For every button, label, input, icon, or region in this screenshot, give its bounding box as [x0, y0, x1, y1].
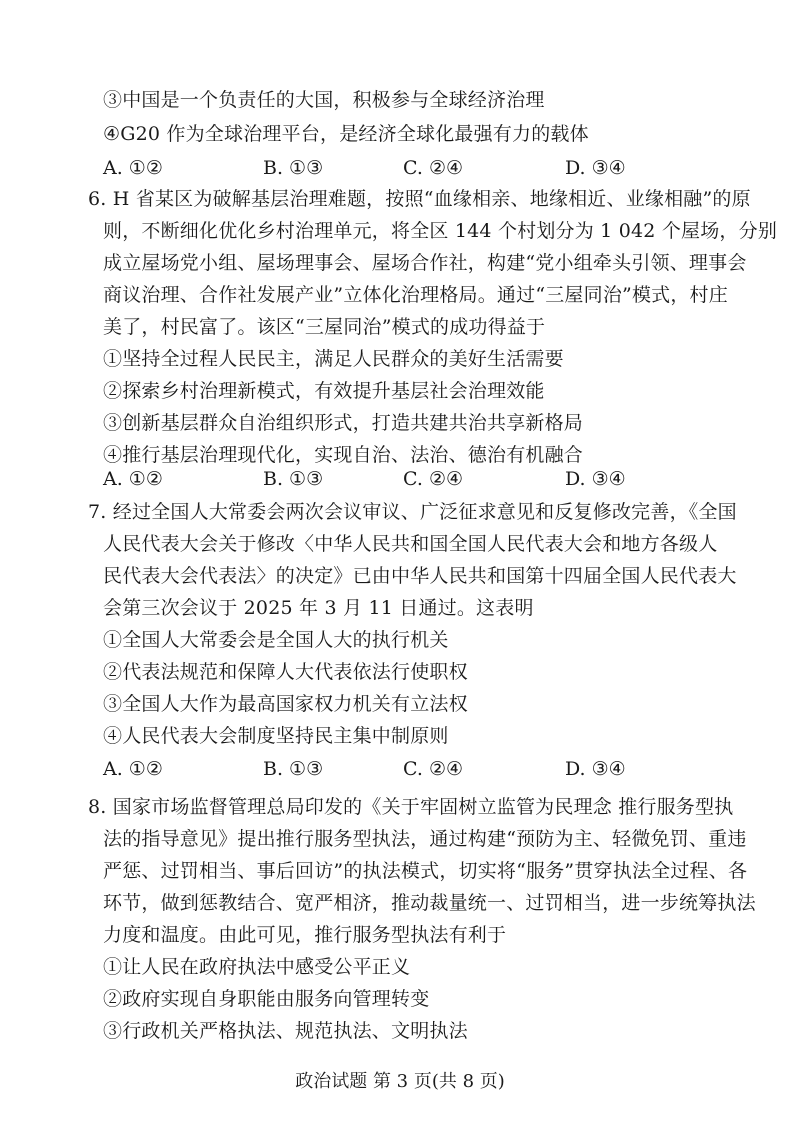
q7-item-3: ③全国人大作为最高国家权力机关有立法权 [103, 693, 468, 715]
q5-item-3: ③中国是一个负责任的大国，积极参与全球经济治理 [103, 89, 545, 111]
q7-stem-line-4: 会第三次会议于 2025 年 3 月 11 日通过。这表明 [103, 597, 534, 619]
q6-stem-line-4: 商议治理、合作社发展产业”立体化治理格局。通过“三屋同治”模式，村庄 [103, 284, 728, 306]
q5-option-c: C. ②④ [403, 157, 464, 179]
q7-option-b: B. ①③ [263, 758, 324, 780]
q8-item-1: ①让人民在政府执法中感受公平正义 [103, 956, 411, 978]
q7-option-a: A. ①② [103, 758, 163, 780]
q7-option-d: D. ③④ [565, 758, 626, 780]
q7-item-2: ②代表法规范和保障人大代表依法行使职权 [103, 661, 468, 683]
page-footer: 政治试题 第 3 页(共 8 页) [295, 1071, 505, 1092]
q8-stem-line-1: 8. 国家市场监督管理总局印发的《关于牢固树立监管为民理念 推行服务型执 [88, 796, 734, 818]
q6-stem-line-5: 美了，村民富了。该区“三屋同治”模式的成功得益于 [103, 316, 546, 338]
q7-option-c: C. ②④ [403, 758, 464, 780]
q5-option-a: A. ①② [103, 157, 163, 179]
q6-stem-line-1: 6. H 省某区为破解基层治理难题，按照“血缘相亲、地缘相近、业缘相融”的原 [88, 188, 751, 210]
q6-item-1: ①坚持全过程人民民主，满足人民群众的美好生活需要 [103, 348, 564, 370]
q6-option-d: D. ③④ [565, 468, 626, 490]
q6-option-b: B. ①③ [263, 468, 324, 490]
q5-option-d: D. ③④ [565, 157, 626, 179]
q8-item-3: ③行政机关严格执法、规范执法、文明执法 [103, 1020, 468, 1042]
q7-stem-line-3: 民代表大会代表法〉的决定》已由中华人民共和国第十四届全国人民代表大 [103, 565, 737, 587]
q7-item-4: ④人民代表大会制度坚持民主集中制原则 [103, 725, 449, 747]
q7-item-1: ①全国人大常委会是全国人大的执行机关 [103, 629, 449, 651]
q8-stem-line-2: 法的指导意见》提出推行服务型执法，通过构建“预防为主、轻微免罚、重违 [103, 828, 747, 850]
q5-item-4: ④G20 作为全球治理平台，是经济全球化最强有力的载体 [103, 123, 589, 145]
q6-item-3: ③创新基层群众自治组织形式，打造共建共治共享新格局 [103, 412, 584, 434]
q6-item-2: ②探索乡村治理新模式，有效提升基层社会治理效能 [103, 380, 545, 402]
q6-options [103, 467, 743, 491]
q7-stem-line-2: 人民代表大会关于修改〈中华人民共和国全国人民代表大会和地方各级人 [103, 533, 718, 555]
q8-item-2: ②政府实现自身职能由服务向管理转变 [103, 988, 430, 1010]
q6-option-a: A. ①② [103, 468, 163, 490]
q7-options [103, 757, 743, 781]
q8-stem-line-4: 环节，做到惩教结合、宽严相济，推动裁量统一、过罚相当，进一步统筹执法 [103, 892, 756, 914]
q5-option-b: B. ①③ [263, 157, 324, 179]
q8-stem-line-3: 严惩、过罚相当、事后回访”的执法模式，切实将“服务”贯穿执法全过程、各 [103, 860, 748, 882]
q6-stem-line-3: 成立屋场党小组、屋场理事会、屋场合作社，构建“党小组牵头引领、理事会 [103, 252, 747, 274]
q6-stem-line-2: 则，不断细化优化乡村治理单元，将全区 144 个村划分为 1 042 个屋场，分别 [103, 220, 778, 242]
q6-option-c: C. ②④ [403, 468, 464, 490]
q8-stem-line-5: 力度和温度。由此可见，推行服务型执法有利于 [103, 924, 507, 946]
q6-item-4: ④推行基层治理现代化，实现自治、法治、德治有机融合 [103, 444, 584, 466]
q7-stem-line-1: 7. 经过全国人大常委会两次会议审议、广泛征求意见和反复修改完善，《全国 [88, 501, 737, 523]
q5-options [103, 156, 743, 180]
